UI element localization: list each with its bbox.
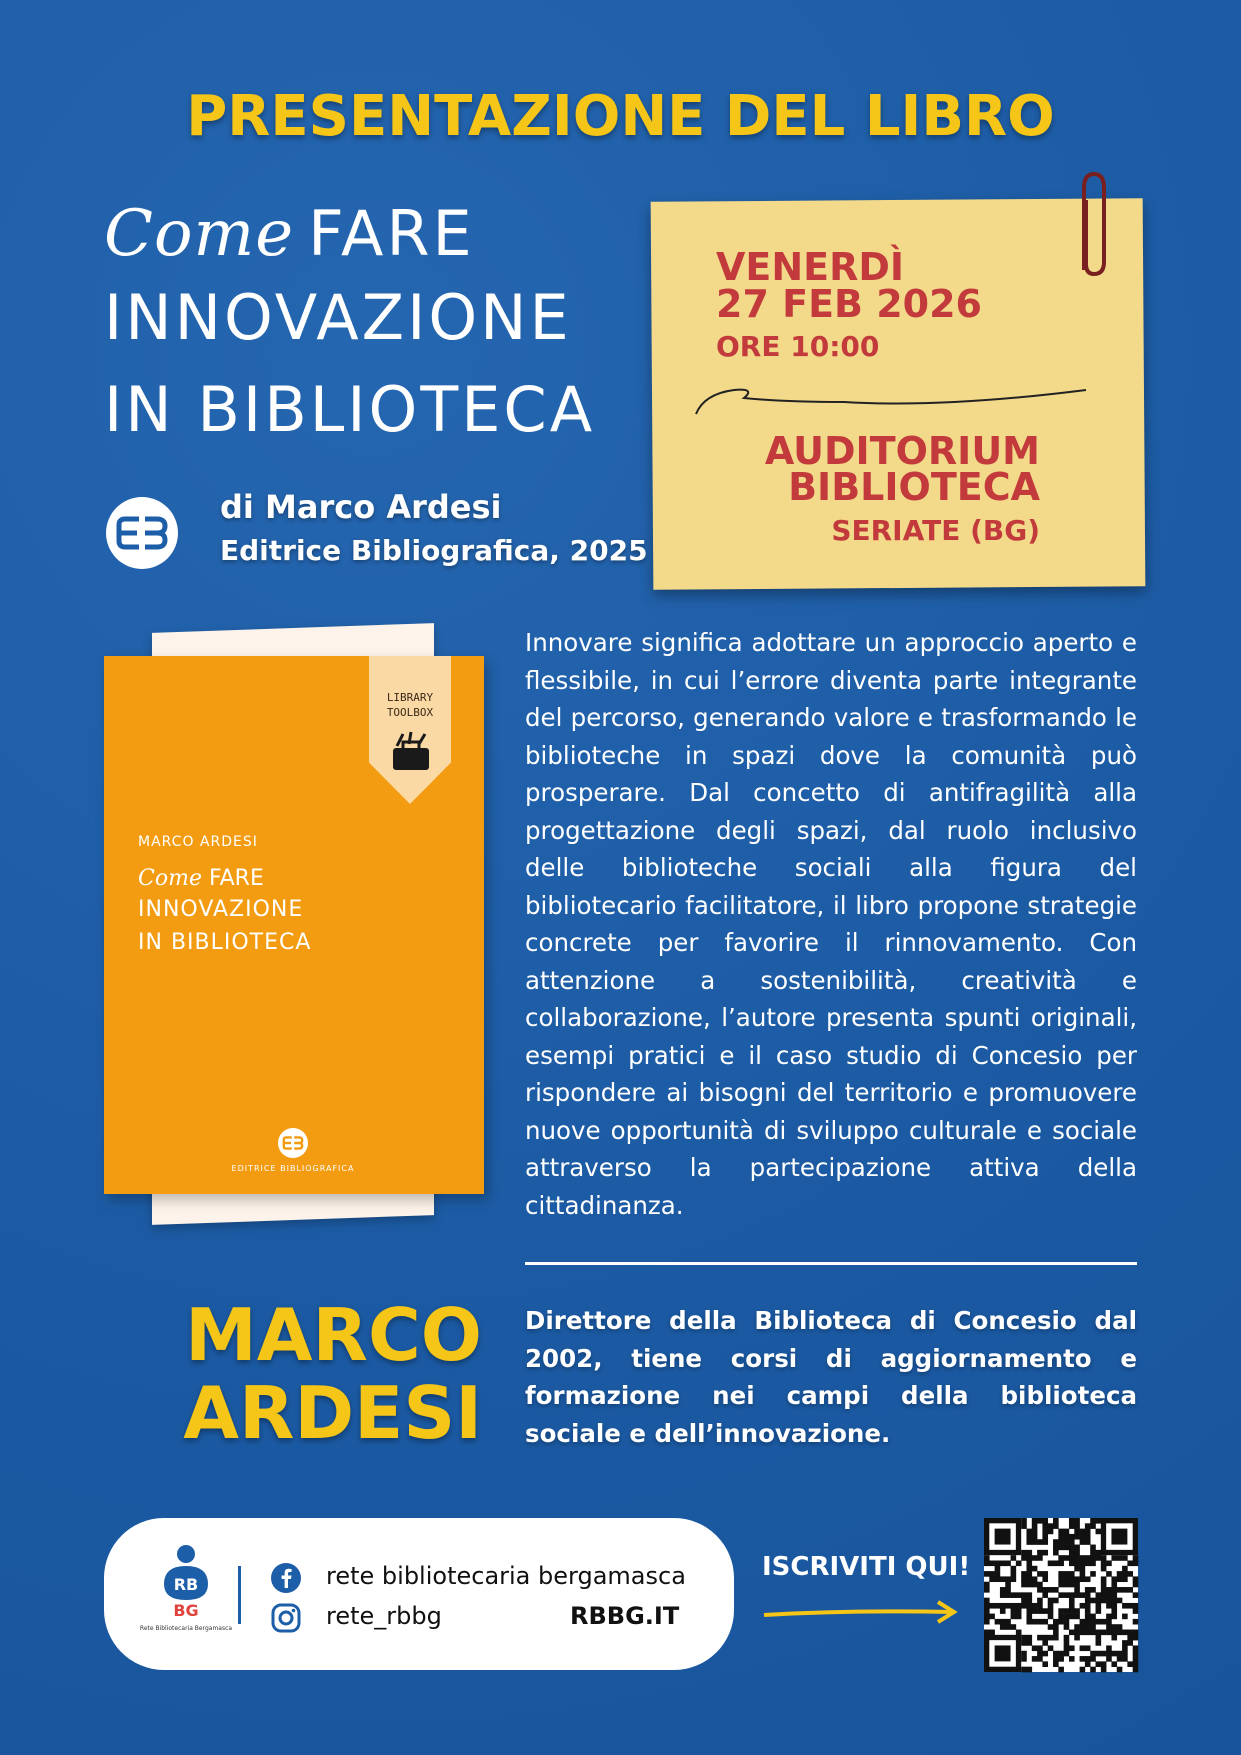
author-bio: Direttore della Biblioteca di Concesio dal 2002, tiene corsi di aggiornamento e formazione nei campi della biblioteca sociale e dell’innovazione.	[525, 1306, 1137, 1448]
cover-title-line3: IN BIBLIOTECA	[138, 930, 312, 955]
eb-logo-icon	[282, 1135, 304, 1151]
rbbg-logo	[139, 1544, 233, 1644]
title-come: Come	[104, 197, 295, 271]
book-title	[104, 196, 595, 456]
title-line3: IN BIBLIOTECA	[104, 373, 596, 446]
cover-author: MARCO ARDESI	[138, 834, 258, 850]
author-byline: di Marco Ardesi	[220, 488, 502, 526]
divider-squiggle	[694, 380, 1094, 420]
website-link[interactable]: RBBG.IT	[570, 1602, 680, 1630]
cover-publisher: EDITRICE BIBLIOGRAFICA	[231, 1164, 355, 1173]
event-venue-line1: AUDITORIUM	[764, 429, 1040, 473]
event-day: VENERDÌ	[716, 245, 905, 289]
qr-finder-pattern	[1101, 1518, 1138, 1555]
instagram-icon[interactable]	[270, 1602, 302, 1634]
signup-cta: ISCRIVITI QUI!	[762, 1552, 971, 1582]
event-venue-line2: BIBLIOTECA	[788, 465, 1040, 509]
svg-text:Rete Bibliotecaria Bergamasca: Rete Bibliotecaria Bergamasca	[139, 1625, 233, 1632]
title-line2: INNOVAZIONE	[104, 281, 572, 354]
book-description: Innovare significa adottare un approccio aperto e flessibile, in cui l’errore diventa parte integrante del percorso, generando valore e trasformando le biblioteche in spazi dove la comunità può prosperare. Dal concetto di antifragilità alla progettazione degli spazi, dal ruolo inclusivo delle biblioteche sociali alla figura del bibliotecario facilitatore, il libro propone strategie concrete per favorire il rinnovamento. Con attenzione a sostenibilità, creatività e collaborazione, l’autore presenta spunti originali, esempi pratici e il caso studio di Concesio per rispondere ai bisogni del territorio e promuovere nuove opportunità di sviluppo culturale e sociale attraverso la partecipazione attiva della cittadinanza.	[525, 628, 1137, 1220]
headline: PRESENTAZIONE DEL LIBRO	[186, 84, 1055, 149]
cover-publisher-logo	[278, 1128, 308, 1158]
footer-separator	[238, 1566, 241, 1624]
svg-text:BG: BG	[173, 1601, 199, 1620]
paperclip-icon	[1074, 170, 1114, 280]
arrow-right-icon	[762, 1598, 962, 1628]
toolbox-icon	[389, 730, 433, 774]
publisher-logo	[106, 497, 178, 569]
publisher-name: Editrice Bibliografica, 2025	[220, 534, 648, 567]
event-time: ORE 10:00	[716, 330, 880, 363]
event-date: 27 FEB 2026	[716, 282, 982, 326]
qr-finder-pattern	[984, 1518, 1021, 1555]
section-divider	[525, 1262, 1137, 1265]
instagram-handle[interactable]: rete_rbbg	[326, 1602, 442, 1630]
series-label: LIBRARY TOOLBOX	[386, 691, 434, 719]
author-name: MARCO ARDESI	[183, 1293, 482, 1455]
signup-qr-code[interactable]	[984, 1518, 1138, 1672]
cover-title-line1: Come FARE	[138, 866, 264, 891]
qr-finder-pattern	[984, 1635, 1021, 1672]
eb-logo-icon	[115, 513, 169, 553]
svg-text:RB: RB	[173, 1575, 199, 1594]
event-venue-line3: SERIATE (BG)	[831, 514, 1040, 547]
cover-title-line2: INNOVAZIONE	[138, 897, 304, 922]
facebook-icon[interactable]	[270, 1562, 302, 1594]
title-fare: FARE	[308, 197, 475, 270]
facebook-handle[interactable]: rete bibliotecaria bergamasca	[326, 1562, 686, 1590]
